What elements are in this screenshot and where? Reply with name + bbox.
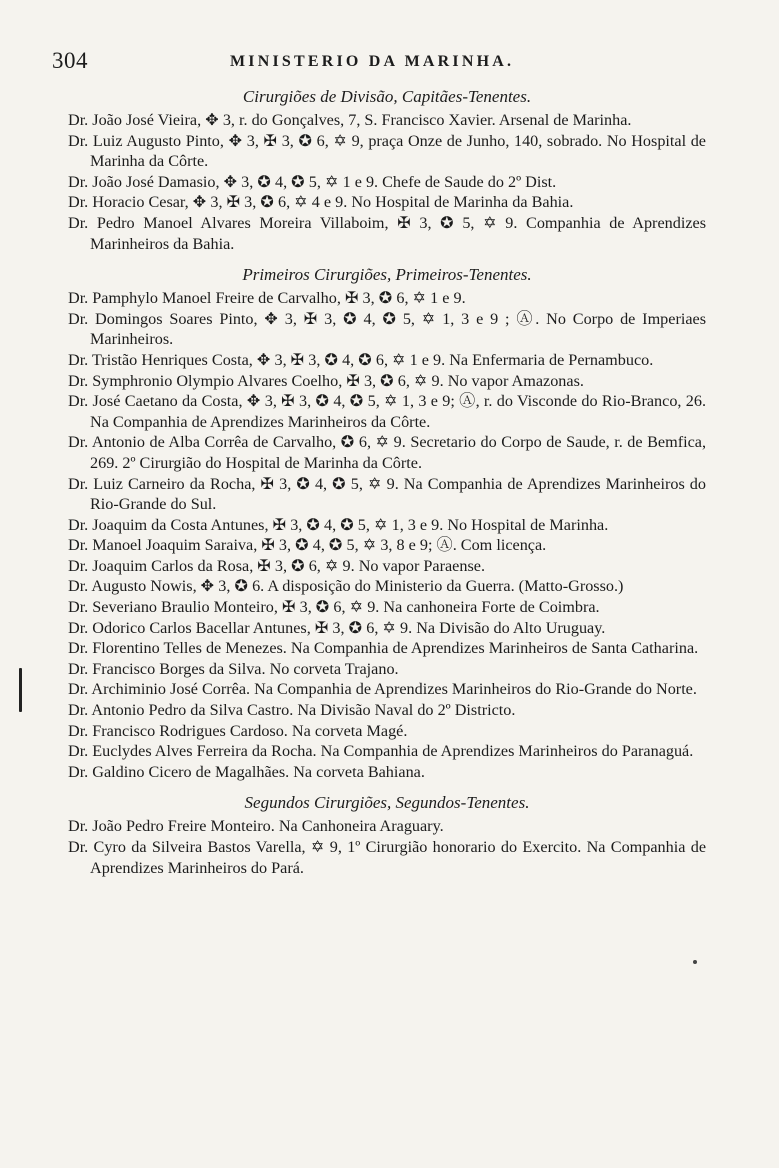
entry-name: Dr. Pedro Manoel Alvares Moreira Villaboim, bbox=[68, 213, 389, 232]
entry-detail: ✪ 6, ✡ 9. Secretario do Corpo de Saude, r. de Bemfica, 269. 2º Cirurgião do Hospital de Marinha da Côrte. bbox=[90, 433, 707, 472]
section-heading: Segundos Cirurgiões, Segundos-Tenentes. bbox=[244, 793, 530, 813]
entry-detail: ✥ 3, ✠ 3, ✪ 4, ✪ 5, ✡ 1, 3 e 9; Ⓐ, r. do Visconde do Rio-Branco, 26. Na Companhia de Aprendizes Marinheiros da Côrte. bbox=[90, 392, 706, 431]
entry-detail: ✥ 3, ✠ 3, ✪ 4, ✪ 6, ✡ 1 e 9. Na Enfermaria de Pernambuco. bbox=[256, 350, 654, 369]
entry-name: Dr. Odorico Carlos Bacellar Antunes, bbox=[68, 618, 311, 637]
entry-detail: ✥ 3, ✠ 3, ✪ 6, ✡ 4 e 9. No Hospital de Marinha da Bahia. bbox=[192, 193, 574, 212]
entry-name: Dr. José Caetano da Costa, bbox=[68, 392, 243, 411]
entry bbox=[68, 213, 706, 254]
entry-name: Dr. Joaquim da Costa Antunes, bbox=[68, 515, 269, 534]
entry bbox=[68, 350, 706, 371]
entry-detail: ✥ 3, ✠ 3, ✪ 6, ✡ 9, praça Onze de Junho, 140, sobrado. No Hospital de Marinha da Côrte. bbox=[90, 131, 706, 171]
section bbox=[68, 264, 706, 782]
page-body bbox=[68, 86, 706, 888]
entry-detail: ✠ 3, ✪ 6, ✡ 9. Na Divisão do Alto Uruguay. bbox=[314, 618, 606, 637]
entry-detail: Na corveta Bahiana. bbox=[293, 762, 425, 781]
entry bbox=[68, 576, 706, 597]
entry-name: Dr. Symphronio Olympio Alvares Coelho, bbox=[68, 371, 343, 390]
entry-detail: ✡ 9, 1º Cirurgião honorario do Exercito. Na Companhia de Aprendizes Marinheiros do Pará. bbox=[90, 838, 707, 877]
entry-name: Dr. Antonio de Alba Corrêa de Carvalho, bbox=[68, 433, 337, 452]
entry-name: Dr. Francisco Borges da Silva. bbox=[68, 659, 266, 678]
entry-name: Dr. Cyro da Silveira Bastos Varella, bbox=[68, 838, 306, 856]
entry bbox=[68, 172, 706, 193]
section bbox=[68, 86, 706, 254]
entry-detail: ✠ 3, ✪ 4, ✪ 5, ✡ 9. Na Companhia de Aprendizes Marinheiros do Rio-Grande do Sul. bbox=[90, 474, 706, 514]
running-title: MINISTERIO DA MARINHA. bbox=[230, 53, 515, 70]
entry-name: Dr. Manoel Joaquim Saraiva, bbox=[68, 536, 258, 555]
entry-name: Dr. Domingos Soares Pinto, bbox=[68, 309, 258, 328]
entry-name: Dr. Luiz Carneiro da Rocha, bbox=[68, 474, 256, 493]
page-header bbox=[52, 48, 719, 76]
entry-name: Dr. Tristão Henriques Costa, bbox=[68, 350, 253, 369]
entry-name: Dr. Luiz Augusto Pinto, bbox=[68, 131, 224, 150]
entry bbox=[68, 721, 706, 742]
entry bbox=[68, 638, 706, 659]
entry bbox=[68, 110, 706, 131]
entry bbox=[68, 659, 706, 680]
entry-name: Dr. Antonio Pedro da Silva Castro. bbox=[68, 701, 294, 720]
entry-name: Dr. Augusto Nowis, bbox=[68, 577, 197, 596]
entry-name: Dr. Florentino Telles de Menezes. bbox=[68, 639, 287, 658]
entry-detail: Na Companhia de Aprendizes Marinheiros de Santa Catharina. bbox=[290, 639, 699, 658]
entry-name: Dr. Galdino Cicero de Magalhães. bbox=[68, 762, 290, 781]
entry bbox=[68, 816, 706, 837]
entry-detail: Na Divisão Naval do 2º Districto. bbox=[297, 701, 516, 720]
entry-detail: Na Canhoneira Araguary. bbox=[278, 817, 444, 836]
entry-detail: No corveta Trajano. bbox=[269, 659, 399, 678]
entry-name: Dr. João José Vieira, bbox=[68, 111, 202, 129]
entry bbox=[68, 515, 706, 536]
page-number: 304 bbox=[52, 48, 88, 73]
entry bbox=[68, 837, 706, 878]
entry bbox=[68, 741, 706, 762]
entry-detail: ✥ 3, ✪ 4, ✪ 5, ✡ 1 e 9. Chefe de Saude do 2º Dist. bbox=[223, 172, 557, 191]
entry-name: Dr. Joaquim Carlos da Rosa, bbox=[68, 556, 254, 575]
entry bbox=[68, 679, 706, 700]
entry-name: Dr. Euclydes Alves Ferreira da Rocha. bbox=[68, 742, 317, 761]
entry-detail: ✥ 3, ✪ 6. A disposição do Ministerio da Guerra. (Matto-Grosso.) bbox=[200, 577, 624, 596]
entry-detail: ✠ 3, ✪ 6, ✡ 9. Na canhoneira Forte de Coimbra. bbox=[282, 598, 600, 617]
entry bbox=[68, 556, 706, 577]
entry bbox=[68, 700, 706, 721]
entry-name: Dr. Horacio Cesar, bbox=[68, 193, 189, 212]
entry bbox=[68, 391, 706, 432]
entry bbox=[68, 762, 706, 783]
entry-detail: Na Companhia de Aprendizes Marinheiros do Rio-Grande do Norte. bbox=[254, 680, 697, 699]
entry bbox=[68, 618, 706, 639]
margin-mark bbox=[19, 668, 22, 712]
entry-name: Dr. Francisco Rodrigues Cardoso. bbox=[68, 721, 288, 740]
entry-detail: ✠ 3, ✪ 4, ✪ 5, ✡ 3, 8 e 9; Ⓐ. Com licença. bbox=[261, 536, 547, 555]
ink-speck bbox=[693, 960, 697, 964]
entry bbox=[68, 371, 706, 392]
entry-name: Dr. Archiminio José Corrêa. bbox=[68, 680, 251, 699]
entry bbox=[68, 474, 706, 515]
entry-name: Dr. Severiano Braulio Monteiro, bbox=[68, 598, 278, 617]
entry-name: Dr. João Pedro Freire Monteiro. bbox=[68, 817, 275, 836]
section-heading: Cirurgiões de Divisão, Capitães-Tenentes. bbox=[242, 87, 532, 106]
section-heading: Primeiros Cirurgiões, Primeiros-Tenentes. bbox=[242, 265, 532, 285]
entry-name: Dr. João José Damasio, bbox=[68, 172, 220, 191]
entry bbox=[68, 131, 706, 172]
entry-name: Dr. Pamphylo Manoel Freire de Carvalho, bbox=[68, 289, 341, 308]
entry-detail: ✠ 3, ✪ 6, ✡ 9. No vapor Amazonas. bbox=[346, 371, 584, 390]
entry bbox=[68, 597, 706, 618]
entry bbox=[68, 535, 706, 556]
entry-detail: Na Companhia de Aprendizes Marinheiros do Paranaguá. bbox=[320, 742, 694, 761]
entry-detail: ✥ 3, r. do Gonçalves, 7, S. Francisco Xavier. Arsenal de Marinha. bbox=[205, 111, 632, 129]
entry bbox=[68, 192, 706, 213]
entry-detail: ✠ 3, ✪ 6, ✡ 1 e 9. bbox=[344, 289, 466, 308]
entry bbox=[68, 288, 706, 309]
entry bbox=[68, 432, 706, 473]
entry-detail: ✥ 3, ✠ 3, ✪ 4, ✪ 5, ✡ 1, 3 e 9 ; Ⓐ. No Corpo de Imperiaes Marinheiros. bbox=[90, 309, 706, 349]
entry-detail: ✠ 3, ✪ 4, ✪ 5, ✡ 1, 3 e 9. No Hospital de Marinha. bbox=[272, 515, 609, 534]
entry-detail: Na corveta Magé. bbox=[291, 721, 408, 740]
entry bbox=[68, 309, 706, 350]
section bbox=[68, 792, 706, 878]
entry-detail: ✠ 3, ✪ 6, ✡ 9. No vapor Paraense. bbox=[257, 556, 485, 575]
entry-detail: ✠ 3, ✪ 5, ✡ 9. Companhia de Aprendizes Marinheiros da Bahia. bbox=[90, 213, 706, 253]
